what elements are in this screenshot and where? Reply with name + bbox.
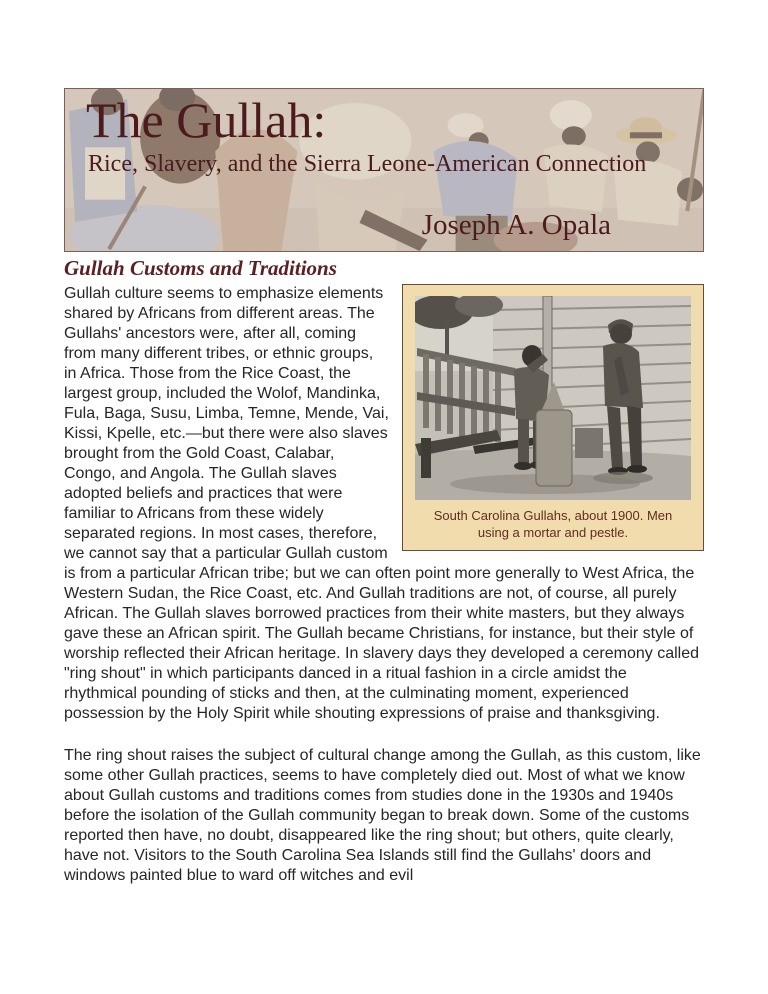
photo-caption: South Carolina Gullahs, about 1900. Men using a mortar and pestle. (433, 508, 673, 540)
header-banner (64, 88, 704, 252)
figure-mortar-pestle (402, 284, 704, 551)
paragraph-1: Gullah culture seems to emphasize elements shared by Africans from different areas. The Gullahs' ancestors were, after all, coming from many different tribes, or ethnic groups, in Africa. Those from the Rice Coast, the largest group, included the Wolof, Mandinka, Fula, Baga, Susu, Limba, Temne, Mende, Vai, Kissi, Kpelle, etc.—but there were also slaves brought from the Gold Coast, Calabar, Congo, and Angola. The Gullah slaves adopted beliefs and practices that were familiar to Africans from these widely separated regions. In most cases, therefore, we cannot say that a particular Gullah custom is from a particular African tribe; but we can often point more generally to West Africa, the Western Sudan, the Rice Coast, etc. And Gullah traditions are not, of course, all purely African. The Gullah slaves borrowed practices from their white masters, but they always gave these an African spirit. The Gullah became Christians, for instance, but their style of worship reflected their African heritage. In slavery days they developed a ceremony called "ring shout" in which participants danced in a ritual fashion in a circle amidst the rhythmical pounding of sticks and then, at the culminating moment, experienced possession by the Holy Spirit while shouting expressions of praise and thanksgiving. (64, 285, 700, 722)
section-heading: Gullah Customs and Traditions (64, 256, 337, 280)
mortar-pestle-photo-icon (415, 296, 691, 500)
banner-subtitle: Rice, Slavery, and the Sierra Leone-American Connection (88, 151, 647, 177)
paragraph-2: The ring shout raises the subject of cultural change among the Gullah, as this custom, like some other Gullah practices, seems to have completely died out. Most of what we know about Gullah customs and traditions comes from studies done in the 1930s and 1940s before the isolation of the Gullah community began to break down. Some of the customs reported then have, no doubt, disappeared like the ring shout; but others, quite clearly, have not. Visitors to the South Carolina Sea Islands still find the Gullahs' doors and windows painted blue to ward off witches and evil (64, 747, 701, 884)
banner-title: The Gullah: (86, 92, 327, 148)
photo-frame (415, 296, 691, 500)
banner-author: Joseph A. Opala (421, 209, 611, 241)
article-body (64, 256, 704, 886)
paragraph-flow (64, 284, 704, 724)
